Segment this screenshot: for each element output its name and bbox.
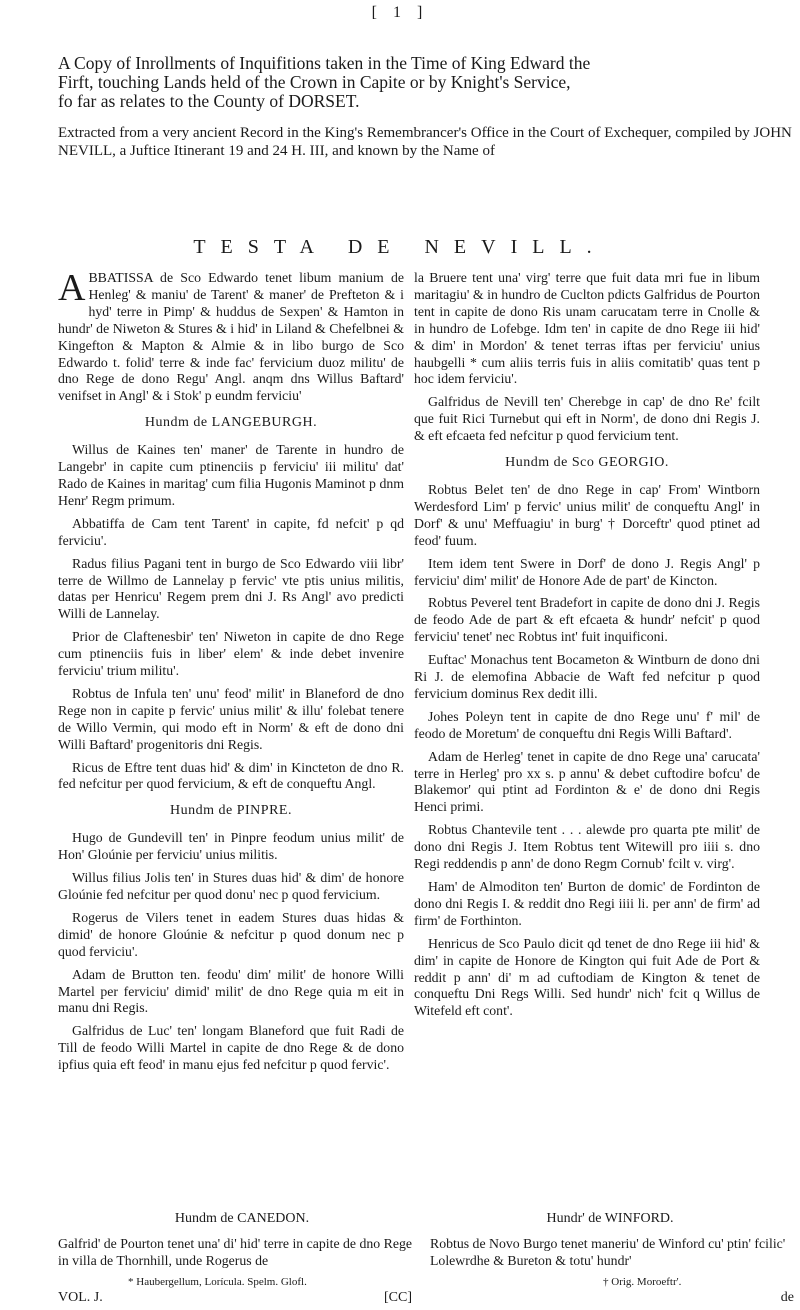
paragraph: Henricus de Sco Paulo dicit qd tenet de dno Rege iii hid' & dim' in capite de Honore de Kington qui fuit Ade de Port & reddit p ann' di' m ad cuftodiam de Kington & tenet de conqueftu Dni Regs Willi. Sed hundr' nich' fcit q Willus de Witefeld eft cont'.: [414, 935, 760, 1019]
intro-line-1: A Copy of Inrollments of Inquifitions taken in the Time of King Edward the: [58, 53, 591, 73]
paragraph: Ricus de Eftre tent duas hid' & dim' in Kincteton de dno R. fed nefcitur per quod fervicium, & eft de conqueftu Angl.: [58, 759, 404, 792]
volume-label: VOL. J.: [58, 1290, 103, 1305]
paragraph: Galfrid' de Pourton tenet una' di' hid' terre in capite de dno Rege in villa de Thornhill, unde Rogerus de: [58, 1236, 412, 1268]
intro-title: [58, 54, 794, 111]
hundred-heading: Hundm de LANGEBURGH.: [144, 415, 318, 431]
footnote: † Orig. Moroeftr'.: [603, 1276, 682, 1288]
catchword: de: [780, 1290, 794, 1305]
paragraph: Euftac' Monachus tent Bocameton & Wintburn de dono dni Ri J. de elemofina Abbacie de Waft fed nefcitur p quod fervicium dominus Rex dedit illi.: [414, 652, 760, 701]
right-column: [414, 270, 760, 1026]
intro-line-2: Firft, touching Lands held of the Crown in Capite or by Knight's Service,: [58, 72, 571, 92]
paragraph: Adam de Brutton ten. feodu' dim' milit' de honore Willi Martel per ferviciu' dimid' milit' de dno Rege quia m eit in manu dni Regis.: [58, 966, 404, 1016]
paragraph: Adam de Herleg' tenet in capite de dno Rege una' carucata' terre in Herleg' pro xx s. p annu' & debet cuftodire bofcu' de Blakemor' qui ptint ad Fordinton & e' de dono dni Regis Henci primi.: [414, 748, 760, 815]
paragraph: Willus de Kaines ten' maner' de Tarente in hundro de Langebr' in capite cum ptinenciis p ferviciu' iii militu' dat' Rado de Kaines in maritag' cum filia Hugonis Maminot p dnm Henr' Regm primum.: [58, 442, 404, 508]
paragraph: Prior de Claftenesbir' ten' Niweton in capite de dno Rege cum ptinenciis fuis in liber' elem' & inde debet invenire ferviciu' trium militu'.: [58, 629, 404, 679]
paragraph: Robtus Chantevile tent . . . alewde pro quarta pte milit' de dono dni Regis J. Item Robtus tent Witewill pro iiii s. dno Regi reddendis p ann' de dono Regm Cornub' fcilt v. virg'.: [414, 822, 760, 872]
paragraph: Robtus de Novo Burgo tenet maneriu' de Winford cu' ptin' fcilic' Lolewrdhe & Bureton & totu' hundr': [430, 1236, 786, 1268]
hundred-heading-winford: Hundr' de WINFORD.: [546, 1211, 674, 1226]
paragraph-text: BBATISSA de Sco Edwardo tenet libum manium de Henleg' & maniu' de Tarent' & maner' de Prefteton & i hyd' terre in Pimp' & huddus de Sexpen' & Hamton in hundr' de Niweton & Stures & i hid' in Liland & Chefelbnei & Kingefton & Mapton & Almie & in libo burgo de Sco Edwardo t. folid' terre & inde fac' fervicium duoz militu' de dno Rege de dono Regu' Angl. anqm dns Willus Baftard' venifset in Angl' & i Stok' p eundm ferviciu': [58, 270, 404, 404]
paragraph: Hugo de Gundevill ten' in Pinpre feodum unius milit' de Hon' Gloúnie per ferviciu' unius militis.: [58, 830, 404, 863]
paragraph: Rogerus de Vilers tenet in eadem Stures duas hidas & dimid' de honore Gloúnie & nefcitur p quod donum nec p quod ferviciu'.: [58, 909, 404, 959]
intro-line-3: fo far as relates to the County of DORSET.: [58, 91, 360, 111]
paragraph: Abbatiffa de Cam tent Tarent' in capite, fd nefcit' p qd ferviciu'.: [58, 515, 404, 548]
paragraph: la Bruere tent una' virg' terre que fuit data mri fue in libum maritagiu' & in hundro de Cuclton pdicts Galfridus de Pourton tent in capite de dono Ris unam carucatam terre in Cnolle & in hundro de Lofebge. Idm ten' in capite de dno Rege iii hid' & dim' in Mordon' & tenet terras iftas per ferviciu' unius haubgelli * cum aliis terris fuis in aliis comitatib' quas tent p hoc idem ferviciu'.: [414, 270, 760, 387]
section-heading: TESTA DE NEVILL.: [193, 236, 607, 258]
paragraph: Robtus de Infula ten' unu' feod' milit' in Blaneford de dno Rege non in capite p fervic' unius milit' & illu' folebat tenere de Willo Vermin, qui modo eft in Norm' & eft de dono dni Willi Baftard' progenitoris dni Regis.: [58, 685, 404, 752]
paragraph: Galfridus de Nevill ten' Cherebge in cap' de dno Re' fcilt que fuit Rici Turnebut qui eft in Norm', de dono dni Regis J. & eft efcaeta fed nefcitur p quod fervicium tent.: [414, 394, 760, 444]
hundred-heading: Hundm de Sco GEORGIO.: [505, 455, 669, 471]
bottom-headings: [58, 1210, 794, 1227]
bottom-section: [58, 1210, 794, 1269]
paragraph: Item idem tent Swere in Dorf' de dono J. Regis Angl' p ferviciu' dim' milit' de Honore Ade de part' de Kincton.: [414, 555, 760, 588]
page-number: [ 1 ]: [371, 4, 429, 21]
extract-note: Extracted from a very ancient Record in the King's Remembrancer's Office in the Court of Exchequer, compiled by JOHN NEVILL, a Juftice Itinerant 19 and 24 H. III, and known by the Name of: [58, 125, 792, 159]
bottom-text: [58, 1235, 794, 1269]
paragraph: Radus filius Pagani tent in burgo de Sco Edwardo viii libr' terre de Willmo de Lannelay p fervic' vte ptis unius militis, datas per Henricu' Regem prem dni J. Rs Angl' avo predicti Willi de Lannelay.: [58, 555, 404, 622]
signature-mark: [CC]: [384, 1290, 412, 1305]
hundred-heading-canedon: Hundm de CANEDON.: [174, 1211, 310, 1226]
paragraph: Robtus Peverel tent Bradefort in capite de dono dni J. Regis de feodo Ade de part & eft efcaeta & hundr' nefcit' p quod ferviciu' tenet' nec Robtus int' fuit inquificoni.: [414, 595, 760, 645]
paragraph: [58, 267, 404, 405]
paragraph: Willus filius Jolis ten' in Stures duas hid' & dim' de honore Gloúnie fed nefcitur per quod donu' nec p quod fervicium.: [58, 870, 404, 902]
paragraph: Galfridus de Luc' ten' longam Blaneford que fuit Radi de Till de feodo Willi Martel in capite de dno Rege & de dono ipfius quia eft feod' in manu ejus fed nefcitur p quod fervic'.: [58, 1023, 404, 1073]
left-column: [58, 267, 404, 1080]
paragraph: Johes Poleyn tent in capite de dno Rege unu' f' mil' de feodo de Moretum' de conqueftu dni Regis Willi Baftard'.: [414, 708, 760, 741]
footnote: * Haubergellum, Lorícula. Spelm. Glofl.: [128, 1276, 307, 1288]
paragraph: Ham' de Almoditon ten' Burton de domic' de Fordinton de dono dni Regis I. & reddit dno Regi iiii li. per ann' de firm' ad firm' de Forthinton.: [414, 879, 760, 928]
drop-cap: A: [58, 267, 86, 309]
paragraph: Robtus Belet ten' de dno Rege in cap' From' Wintborn Werdesford Lim' p fervic' unius milit' de conqueftu Angl' in Dorf' & unu' Meffuagiu' in burg' † Dorceftr' quod ptinet ad feod' fuum.: [414, 481, 760, 548]
hundred-heading: Hundm de PINPRE.: [170, 803, 292, 819]
